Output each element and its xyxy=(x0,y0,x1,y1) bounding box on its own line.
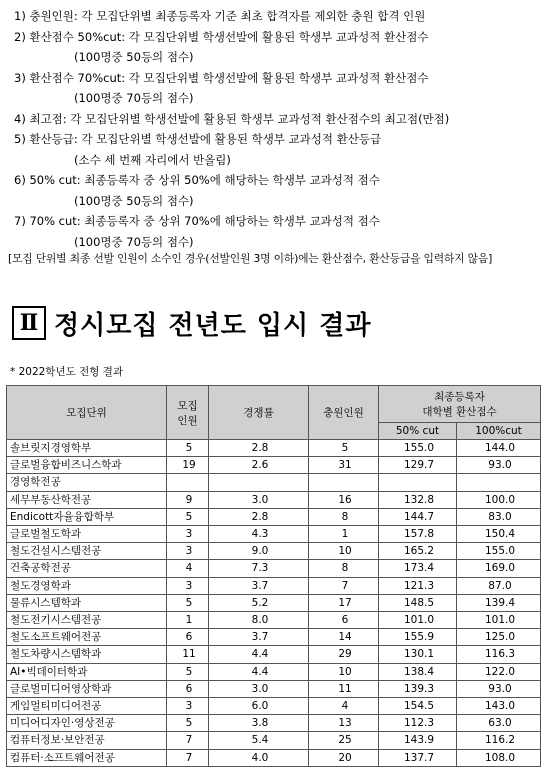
table-row xyxy=(7,663,541,680)
cell-cut100: 143.0 xyxy=(457,698,541,715)
cell-cut100: 93.0 xyxy=(457,457,541,474)
footnote-line xyxy=(14,211,534,232)
footnote-number: 5) xyxy=(14,132,26,146)
footnote-text: 50% cut: 최종등록자 중 상위 50%에 해당하는 학생부 교과성적 점수 xyxy=(29,173,380,187)
footnote-text: 환산점수 50%cut: 각 모집단위별 학생선발에 활용된 학생부 교과성적 환산점수 xyxy=(29,29,429,44)
footnote-number: 7) xyxy=(14,214,26,228)
cell-additional: 10 xyxy=(309,663,379,680)
table-row xyxy=(7,749,541,766)
cell-cut100 xyxy=(457,474,541,491)
cell-additional: 20 xyxy=(309,749,379,766)
cell-cut50: 157.8 xyxy=(379,526,457,543)
cell-additional: 6 xyxy=(309,612,379,629)
cell-competition: 8.0 xyxy=(209,612,309,629)
footnote-subline: (100명중 70등의 점수) xyxy=(74,234,194,249)
table-row xyxy=(7,680,541,697)
cell-cut50: 138.4 xyxy=(379,663,457,680)
cell-quota: 7 xyxy=(167,749,209,766)
cell-quota: 11 xyxy=(167,646,209,663)
table-body xyxy=(7,440,541,767)
cell-cut100: 108.0 xyxy=(457,749,541,766)
cell-cut100: 155.0 xyxy=(457,543,541,560)
header-quota xyxy=(167,386,209,440)
table-row xyxy=(7,474,541,491)
cell-quota: 3 xyxy=(167,698,209,715)
section-heading xyxy=(12,303,371,343)
cell-unit: Endicott자율융합학부 xyxy=(7,508,167,525)
header-cut50: 50% cut xyxy=(379,423,457,440)
cell-additional: 8 xyxy=(309,560,379,577)
cell-unit: 철도전기시스템전공 xyxy=(7,612,167,629)
cell-quota: 19 xyxy=(167,457,209,474)
cell-competition: 4.4 xyxy=(209,646,309,663)
cell-unit: AI•빅데이터학과 xyxy=(7,663,167,680)
footnote-line xyxy=(14,170,534,191)
cell-unit: 컴퓨터정보·보안전공 xyxy=(7,732,167,749)
cell-unit: 물류시스템학과 xyxy=(7,594,167,611)
cell-competition: 7.3 xyxy=(209,560,309,577)
footnote-line xyxy=(14,6,534,27)
cell-competition: 4.0 xyxy=(209,749,309,766)
table-row xyxy=(7,732,541,749)
cell-cut100: 87.0 xyxy=(457,577,541,594)
cell-cut50: 143.9 xyxy=(379,732,457,749)
admission-results-table xyxy=(6,385,541,767)
section-title: 정시모집 전년도 입시 결과 xyxy=(54,310,372,341)
cell-quota: 3 xyxy=(167,526,209,543)
cell-additional: 7 xyxy=(309,577,379,594)
table-row xyxy=(7,629,541,646)
footnote-number: 4) xyxy=(14,111,26,126)
cell-cut100: 125.0 xyxy=(457,629,541,646)
cell-cut100: 100.0 xyxy=(457,491,541,508)
cell-additional: 5 xyxy=(309,440,379,457)
cell-cut100: 101.0 xyxy=(457,612,541,629)
cell-quota: 9 xyxy=(167,491,209,508)
cell-unit: 미디어디자인·영상전공 xyxy=(7,715,167,732)
header-quota-line2: 인원 xyxy=(177,414,198,427)
header-quota-line1: 모집 xyxy=(177,399,198,412)
cell-additional: 13 xyxy=(309,715,379,732)
cell-additional: 17 xyxy=(309,594,379,611)
cell-competition: 3.0 xyxy=(209,491,309,508)
cell-quota: 5 xyxy=(167,508,209,525)
cell-quota: 4 xyxy=(167,560,209,577)
header-additional: 충원인원 xyxy=(309,386,379,440)
cell-quota: 6 xyxy=(167,680,209,697)
cell-quota xyxy=(167,474,209,491)
table-row xyxy=(7,715,541,732)
cell-unit: 글로벌미디어영상학과 xyxy=(7,680,167,697)
footnote-number: 1) xyxy=(14,9,26,23)
cell-cut50: 139.3 xyxy=(379,680,457,697)
cell-additional: 10 xyxy=(309,543,379,560)
cell-competition: 3.0 xyxy=(209,680,309,697)
cell-quota: 3 xyxy=(167,577,209,594)
footnotes xyxy=(14,6,534,252)
cell-competition: 4.3 xyxy=(209,526,309,543)
table-row xyxy=(7,457,541,474)
notice-text: [모집 단위별 최종 선발 인원이 소수인 경우(선발인원 3명 이하)에는 환산점수, 환산등급을 입력하지 않음] xyxy=(8,252,493,265)
cell-cut100: 63.0 xyxy=(457,715,541,732)
cell-unit: 게임멀티미디어전공 xyxy=(7,698,167,715)
cell-cut50: 154.5 xyxy=(379,698,457,715)
cell-quota: 5 xyxy=(167,663,209,680)
footnote-subline: (100명중 50등의 점수) xyxy=(74,50,194,64)
header-final-line1: 최종등록자 xyxy=(434,391,485,403)
cell-cut100: 93.0 xyxy=(457,680,541,697)
cell-additional: 8 xyxy=(309,508,379,525)
cell-competition: 6.0 xyxy=(209,698,309,715)
cell-additional: 29 xyxy=(309,646,379,663)
cell-competition: 2.8 xyxy=(209,508,309,525)
cell-competition: 2.8 xyxy=(209,440,309,457)
header-final xyxy=(379,386,541,423)
cell-cut50: 144.7 xyxy=(379,508,457,525)
cell-unit: 철도소프트웨어전공 xyxy=(7,629,167,646)
cell-quota: 7 xyxy=(167,732,209,749)
cell-competition: 3.7 xyxy=(209,629,309,646)
cell-quota: 5 xyxy=(167,594,209,611)
cell-cut50 xyxy=(379,474,457,491)
cell-cut50: 121.3 xyxy=(379,577,457,594)
footnote-line xyxy=(14,27,534,48)
cell-competition: 4.4 xyxy=(209,663,309,680)
table-row xyxy=(7,440,541,457)
cell-cut100: 116.3 xyxy=(457,646,541,663)
table-row xyxy=(7,508,541,525)
cell-cut50: 130.1 xyxy=(379,646,457,663)
cell-quota: 5 xyxy=(167,715,209,732)
header-cut100: 100%cut xyxy=(457,423,541,440)
cell-cut100: 150.4 xyxy=(457,526,541,543)
cell-cut50: 148.5 xyxy=(379,594,457,611)
cell-quota: 6 xyxy=(167,629,209,646)
header-final-line2: 대학별 환산점수 xyxy=(422,406,497,418)
table-row xyxy=(7,526,541,543)
cell-cut50: 155.0 xyxy=(379,440,457,457)
table-row xyxy=(7,594,541,611)
footnote-subline: (소수 세 번째 자리에서 반올림) xyxy=(74,152,231,167)
table-row xyxy=(7,612,541,629)
cell-cut50: 101.0 xyxy=(379,612,457,629)
header-unit: 모집단위 xyxy=(7,386,167,440)
cell-quota: 5 xyxy=(167,440,209,457)
cell-cut100: 144.0 xyxy=(457,440,541,457)
cell-unit: 글로벌철도학과 xyxy=(7,526,167,543)
cell-additional: 4 xyxy=(309,698,379,715)
cell-competition: 3.8 xyxy=(209,715,309,732)
cell-additional: 14 xyxy=(309,629,379,646)
cell-competition: 5.2 xyxy=(209,594,309,611)
table-row xyxy=(7,543,541,560)
cell-competition: 2.6 xyxy=(209,457,309,474)
cell-cut100: 169.0 xyxy=(457,560,541,577)
header-competition: 경쟁률 xyxy=(209,386,309,440)
cell-additional: 16 xyxy=(309,491,379,508)
cell-unit: 솔브릿지경영학부 xyxy=(7,440,167,457)
cell-additional xyxy=(309,474,379,491)
cell-additional: 25 xyxy=(309,732,379,749)
cell-quota: 1 xyxy=(167,612,209,629)
cell-unit: 철도건설시스템전공 xyxy=(7,543,167,560)
cell-competition: 5.4 xyxy=(209,732,309,749)
cell-unit: 컴퓨터·소프트웨어전공 xyxy=(7,749,167,766)
cell-cut100: 139.4 xyxy=(457,594,541,611)
section-number-box: Ⅱ xyxy=(12,306,46,340)
cell-cut50: 137.7 xyxy=(379,749,457,766)
cell-unit: 경영학전공 xyxy=(7,474,167,491)
cell-cut100: 83.0 xyxy=(457,508,541,525)
cell-quota: 3 xyxy=(167,543,209,560)
footnote-text: 70% cut: 최종등록자 중 상위 70%에 해당하는 학생부 교과성적 점수 xyxy=(29,214,380,228)
footnote-number: 2) xyxy=(14,29,26,44)
cell-competition: 3.7 xyxy=(209,577,309,594)
table-row xyxy=(7,577,541,594)
cell-unit: 건축공학전공 xyxy=(7,560,167,577)
footnote-number: 6) xyxy=(14,173,26,187)
footnote-text: 최고점: 각 모집단위별 학생선발에 활용된 학생부 교과성적 환산점수의 최고점(만점) xyxy=(29,111,450,126)
cell-unit: 세무부동산학전공 xyxy=(7,491,167,508)
cell-cut50: 129.7 xyxy=(379,457,457,474)
table-row xyxy=(7,698,541,715)
table-row xyxy=(7,646,541,663)
cell-cut100: 116.2 xyxy=(457,732,541,749)
table-row xyxy=(7,560,541,577)
footnote-subline: (100명중 50등의 점수) xyxy=(74,193,194,208)
footnote-text: 환산등급: 각 모집단위별 학생선발에 활용된 학생부 교과성적 환산등급 xyxy=(29,132,382,146)
cell-cut100: 122.0 xyxy=(457,663,541,680)
footnote-line xyxy=(14,68,534,89)
footnote-line xyxy=(14,109,534,130)
cell-cut50: 112.3 xyxy=(379,715,457,732)
cell-cut50: 132.8 xyxy=(379,491,457,508)
cell-additional: 11 xyxy=(309,680,379,697)
footnote-line xyxy=(14,129,534,150)
table-caption: * 2022학년도 전형 결과 xyxy=(10,366,123,378)
footnote-number: 3) xyxy=(14,70,26,85)
cell-cut50: 155.9 xyxy=(379,629,457,646)
cell-competition xyxy=(209,474,309,491)
cell-unit: 철도경영학과 xyxy=(7,577,167,594)
cell-cut50: 165.2 xyxy=(379,543,457,560)
cell-cut50: 173.4 xyxy=(379,560,457,577)
table-row xyxy=(7,491,541,508)
footnote-text: 충원인원: 각 모집단위별 최종등록자 기준 최초 합격자를 제외한 충원 합격 인원 xyxy=(29,9,426,23)
footnote-subline: (100명중 70등의 점수) xyxy=(74,91,194,105)
cell-additional: 1 xyxy=(309,526,379,543)
cell-competition: 9.0 xyxy=(209,543,309,560)
cell-unit: 글로벌융합비즈니스학과 xyxy=(7,457,167,474)
cell-additional: 31 xyxy=(309,457,379,474)
footnote-text: 환산점수 70%cut: 각 모집단위별 학생선발에 활용된 학생부 교과성적 환산점수 xyxy=(29,70,429,85)
cell-unit: 철도차량시스템학과 xyxy=(7,646,167,663)
